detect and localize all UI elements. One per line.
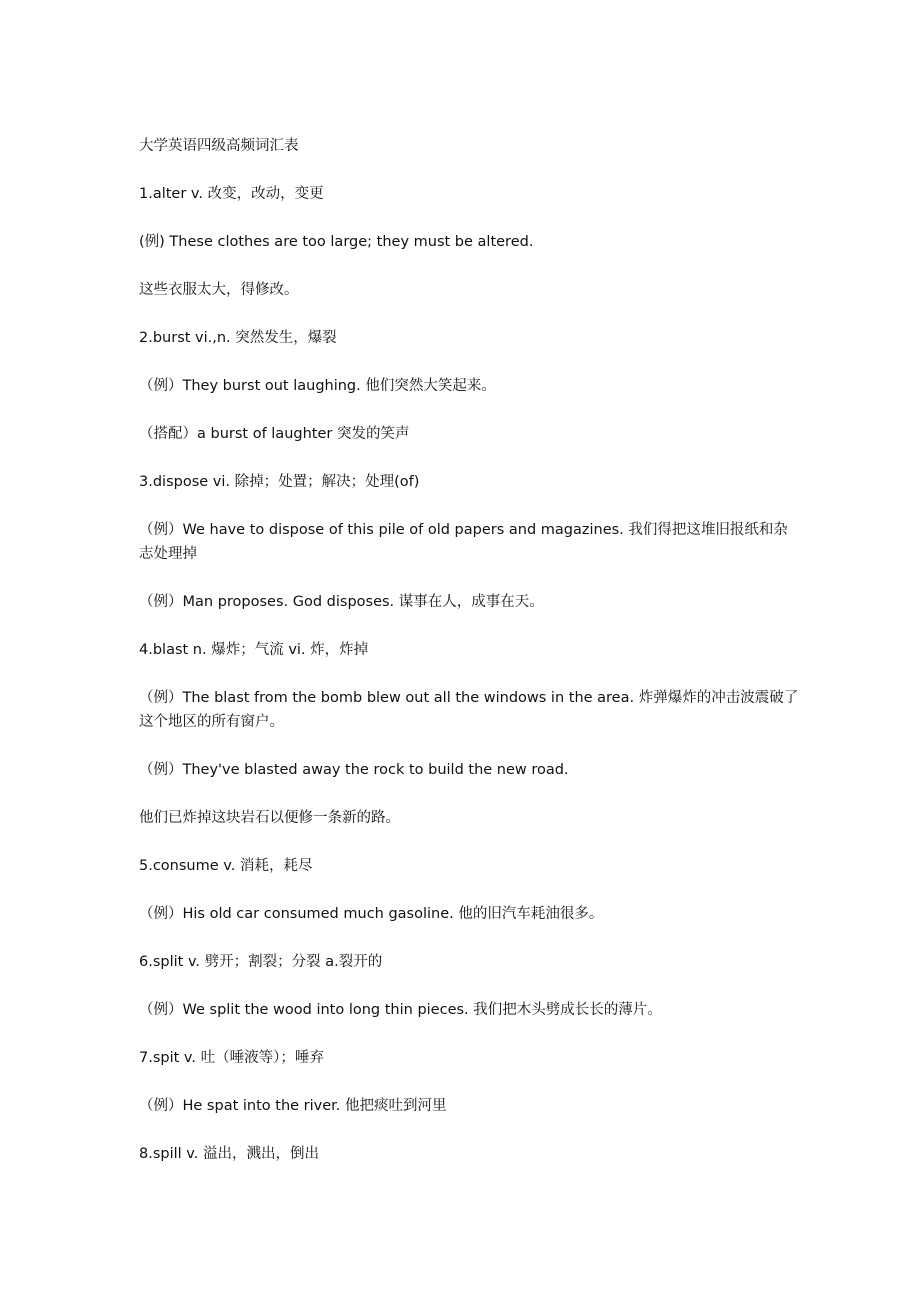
example-line: (例) These clothes are too large; they must be altered. [139, 234, 534, 250]
document-body [139, 134, 799, 1190]
example-line: （例）They've blasted away the rock to build the new road. [139, 762, 569, 778]
document-title: 大学英语四级高频词汇表 [139, 138, 299, 154]
entry-line: 1.alter v. 改变，改动，变更 [139, 186, 324, 202]
example-line: （例）We have to dispose of this pile of old papers and magazines. 我们得把这堆旧报纸和杂志处理掉 [139, 522, 788, 562]
entry-line: 3.dispose vi. 除掉；处置；解决；处理(of) [139, 474, 420, 490]
entry-line: 5.consume v. 消耗，耗尽 [139, 858, 313, 874]
example-line: （例）He spat into the river. 他把痰吐到河里 [139, 1098, 447, 1114]
entry-line: 6.split v. 劈开；割裂；分裂 a.裂开的 [139, 954, 383, 970]
entry-line: 8.spill v. 溢出，溅出，倒出 [139, 1146, 319, 1162]
example-line: （例）We split the wood into long thin pieces. 我们把木头劈成长长的薄片。 [139, 1002, 662, 1018]
entry-line: 7.spit v. 吐（唾液等）；唾弃 [139, 1050, 324, 1066]
example-line: （例）The blast from the bomb blew out all the windows in the area. 炸弹爆炸的冲击波震破了这个地区的所有窗户。 [139, 690, 799, 730]
example-line: （例）They burst out laughing. 他们突然大笑起来。 [139, 378, 496, 394]
example-line: （例）His old car consumed much gasoline. 他的旧汽车耗油很多。 [139, 906, 604, 922]
entry-line: 4.blast n. 爆炸；气流 vi. 炸，炸掉 [139, 642, 369, 658]
entry-line: 2.burst vi.,n. 突然发生，爆裂 [139, 330, 337, 346]
example-line: （例）Man proposes. God disposes. 谋事在人，成事在天。 [139, 594, 544, 610]
translation-line: 这些衣服太大，得修改。 [139, 282, 299, 298]
translation-line: 他们已炸掉这块岩石以便修一条新的路。 [139, 810, 400, 826]
collocation-line: （搭配）a burst of laughter 突发的笑声 [139, 426, 410, 442]
